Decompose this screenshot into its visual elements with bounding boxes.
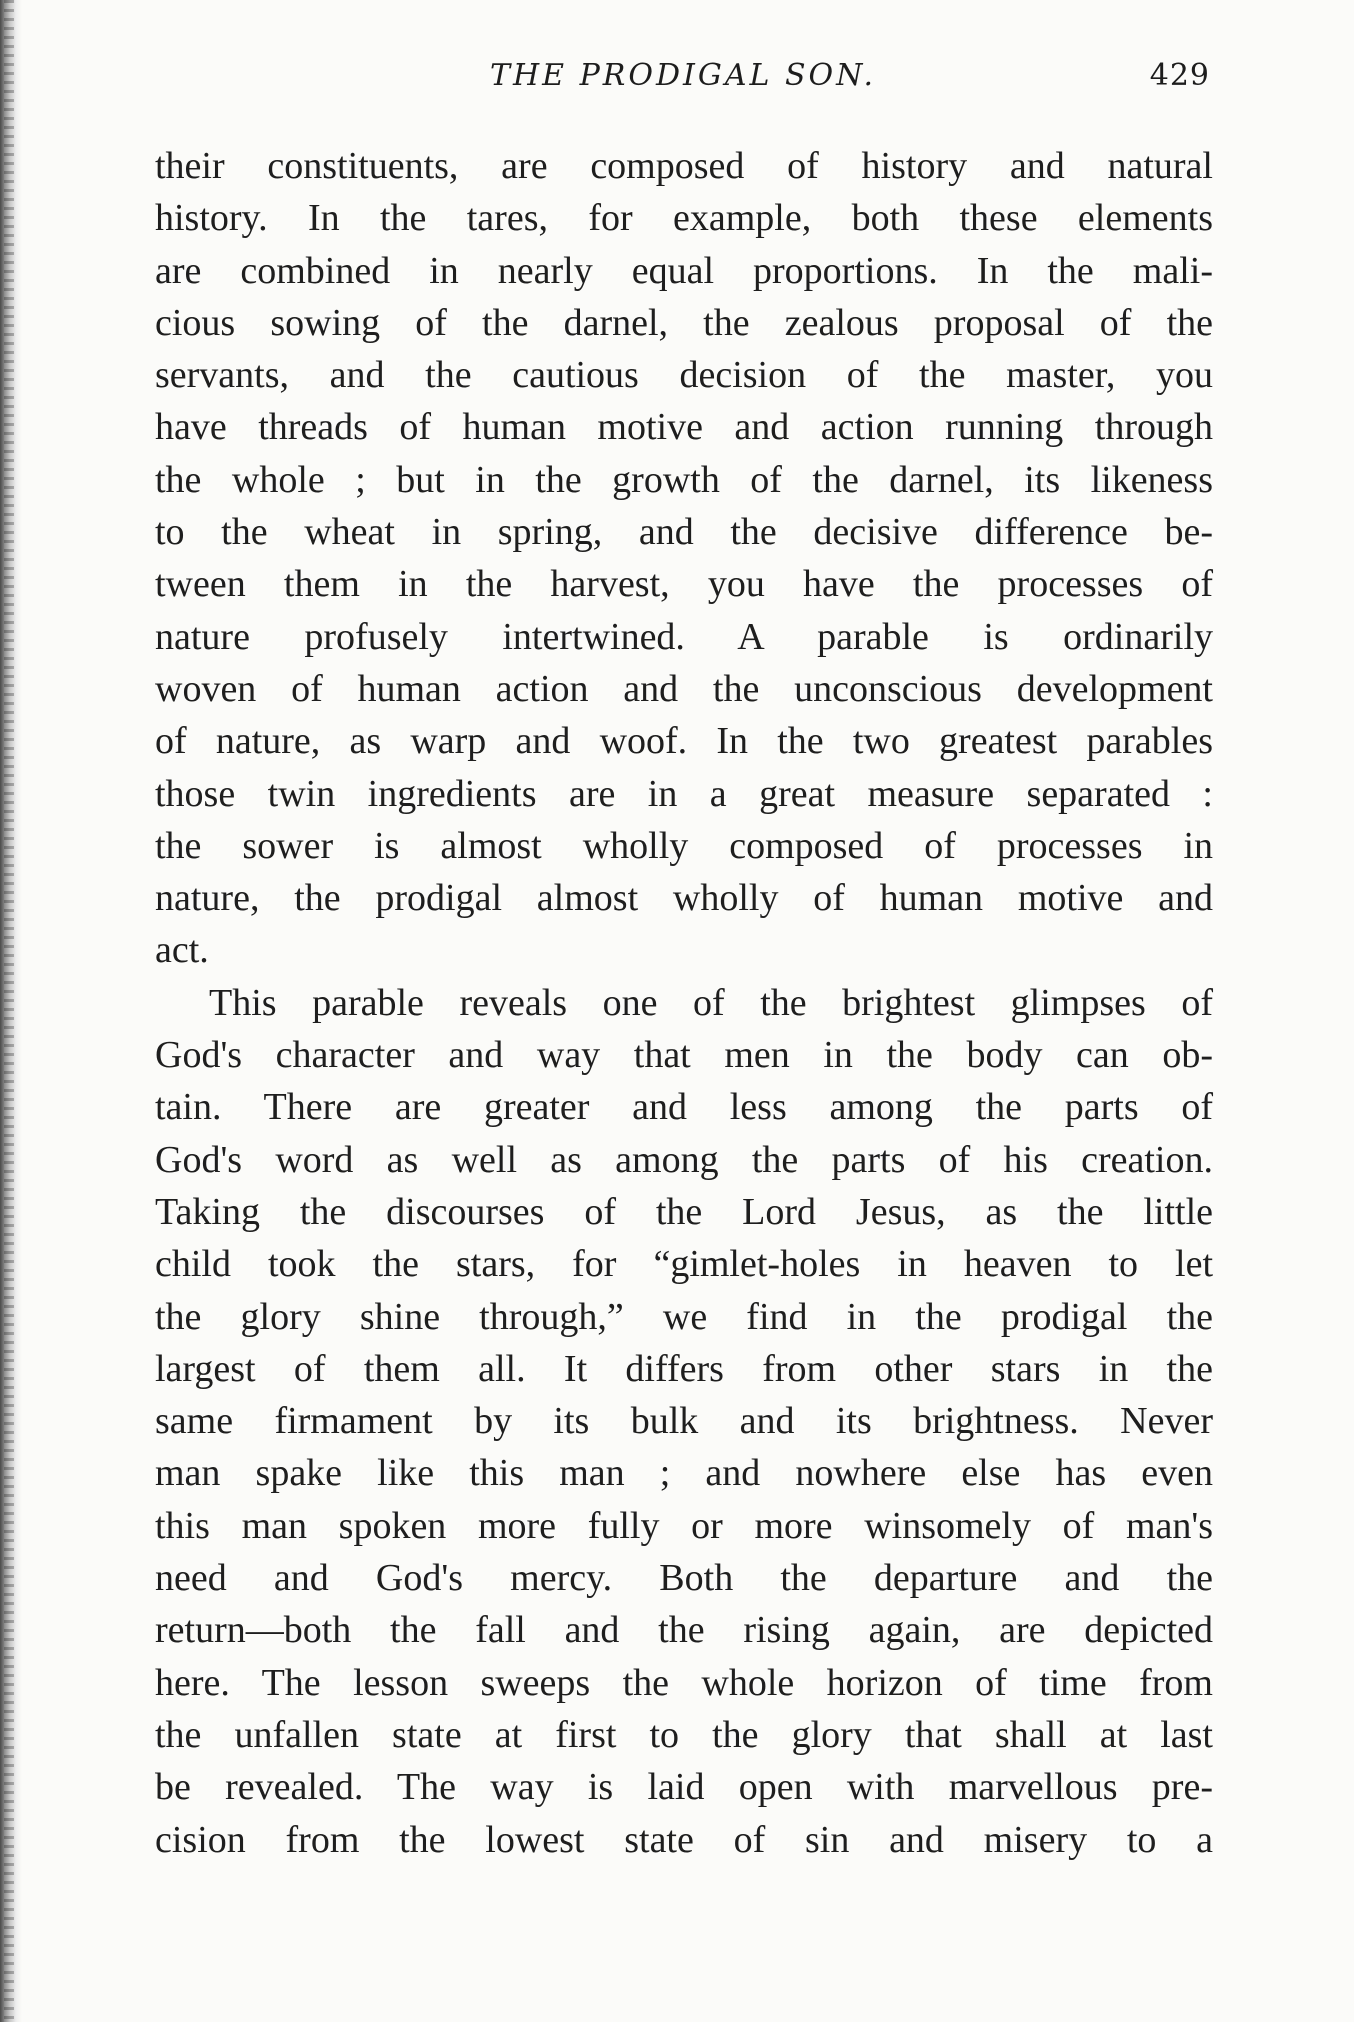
text-line: be revealed. The way is laid open with marvellous pre-	[155, 1766, 1213, 1809]
running-head: THE PRODIGAL SON.	[490, 58, 876, 93]
text-line: those twin ingredients are in a great measure separated :	[155, 772, 1213, 815]
text-line: their constituents, are composed of history and natural	[155, 145, 1213, 187]
text-line: have threads of human motive and action running through	[155, 406, 1213, 449]
text-line: largest of them all. It differs from other stars in the	[155, 1347, 1213, 1390]
text-line: woven of human action and the unconscious development	[155, 667, 1213, 710]
text-line: need and God's mercy. Both the departure and the	[155, 1557, 1213, 1600]
text-line: here. The lesson sweeps the whole horizon of time from	[155, 1661, 1213, 1704]
text-line: same firmament by its bulk and its brightness. Never	[155, 1400, 1213, 1443]
text-line: God's character and way that men in the body can ob-	[155, 1034, 1213, 1077]
text-line: nature, the prodigal almost wholly of human motive and	[155, 877, 1213, 920]
text-line: nature profusely intertwined. A parable is ordinarily	[155, 615, 1213, 658]
text-line: God's word as well as among the parts of his creation.	[155, 1138, 1213, 1181]
text-line: the glory shine through,” we find in the prodigal the	[155, 1295, 1213, 1338]
text-line: history. In the tares, for example, both these elements	[155, 197, 1213, 240]
text-line: of nature, as warp and woof. In the two greatest parables	[155, 720, 1213, 763]
page-edge-streaks	[4, 0, 14, 2022]
body-text	[155, 140, 1213, 1866]
text-line: to the wheat in spring, and the decisive difference be-	[155, 511, 1213, 554]
text-line: man spake like this man ; and nowhere else has even	[155, 1452, 1213, 1495]
text-line: tween them in the harvest, you have the processes of	[155, 563, 1213, 606]
text-line: cious sowing of the darnel, the zealous proposal of the	[155, 301, 1213, 344]
text-line: tain. There are greater and less among the parts of	[155, 1086, 1213, 1129]
text-line: act.	[155, 929, 209, 972]
text-line: This parable reveals one of the brightest glimpses of	[209, 981, 1213, 1024]
page-header	[160, 58, 1210, 108]
text-line: Taking the discourses of the Lord Jesus, as the little	[155, 1190, 1213, 1233]
text-line: servants, and the cautious decision of the master, you	[155, 354, 1213, 397]
text-line: are combined in nearly equal proportions. In the mali-	[155, 249, 1213, 292]
text-line: this man spoken more fully or more winsomely of man's	[155, 1504, 1213, 1547]
text-line: the unfallen state at first to the glory that shall at last	[155, 1713, 1213, 1756]
text-line: the whole ; but in the growth of the darnel, its likeness	[155, 458, 1213, 501]
page-number: 429	[1149, 58, 1210, 93]
text-line: cision from the lowest state of sin and misery to a	[155, 1818, 1213, 1861]
text-line: child took the stars, for “gimlet-holes in heaven to let	[155, 1243, 1213, 1286]
text-line: the sower is almost wholly composed of processes in	[155, 824, 1213, 867]
text-line: return—both the fall and the rising again, are depicted	[155, 1609, 1213, 1652]
